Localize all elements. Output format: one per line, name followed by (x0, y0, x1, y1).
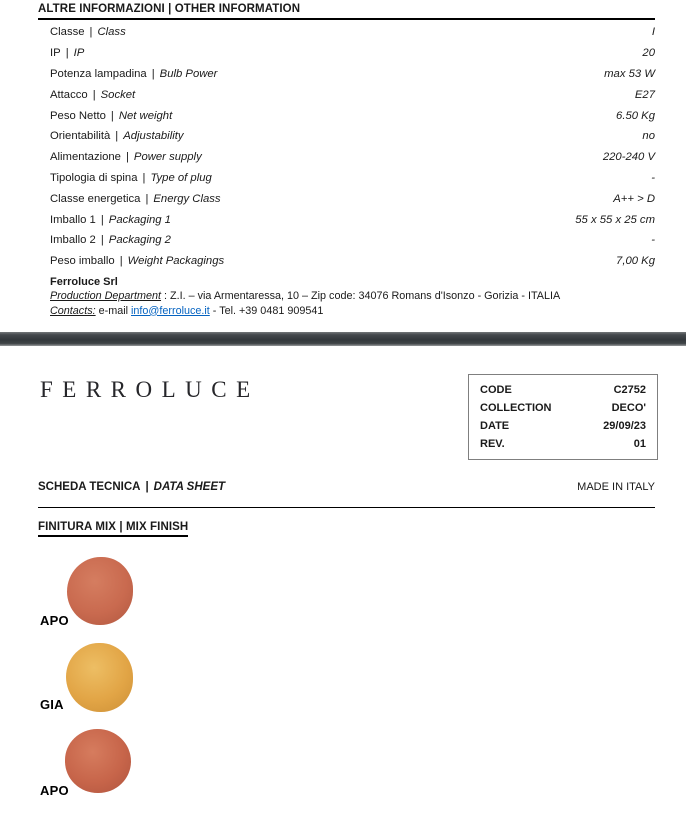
spec-label-en: Packaging 2 (108, 234, 171, 247)
other-information-section (38, 3, 655, 318)
spec-label (50, 68, 217, 80)
spec-label-it: Peso imballo (50, 255, 115, 268)
pipe-separator: | (119, 255, 123, 268)
spec-label-it: Tipologia di spina (50, 171, 138, 184)
email-link[interactable]: info@ferroluce.it (131, 304, 210, 317)
spec-row-net-weight (50, 105, 655, 126)
spec-value: - (651, 234, 655, 247)
made-in-italy-label: MADE IN ITALY (577, 481, 655, 493)
info-value: DECO' (611, 402, 646, 414)
spec-label-en: Power supply (133, 151, 202, 164)
pipe-separator: | (89, 26, 93, 39)
spec-label (50, 214, 171, 226)
spec-label-en: Packaging 1 (108, 213, 171, 226)
contacts-label: Contacts: (50, 304, 96, 317)
pipe-separator: | (100, 234, 104, 247)
finish-swatch-gia (66, 643, 133, 712)
spec-value: 20 (642, 47, 655, 60)
spec-value: 220-240 V (602, 151, 655, 164)
spec-label (50, 89, 135, 101)
spec-row-packaging-1 (50, 209, 655, 230)
sheet-title-en: DATA SHEET (153, 481, 226, 493)
finish-swatch-apo-1 (67, 557, 133, 625)
spec-label-en: Type of plug (150, 171, 212, 184)
spec-value: I (651, 26, 655, 39)
page-divider-bar (0, 332, 686, 346)
sheet-title (38, 481, 225, 493)
finish-swatch-apo-2 (65, 729, 131, 793)
pipe-separator: | (110, 109, 114, 122)
pipe-separator: | (145, 192, 149, 205)
info-label: CODE (480, 384, 512, 396)
spec-label-en: Energy Class (153, 192, 221, 205)
spec-label (50, 193, 221, 205)
production-line (50, 289, 655, 304)
swatch-label-gia: GIA (40, 697, 64, 712)
spec-label-it: Alimentazione (50, 151, 121, 164)
other-information-title: ALTRE INFORMAZIONI | OTHER INFORMATION (38, 3, 655, 20)
info-value: 29/09/23 (603, 420, 646, 432)
pipe-separator: | (115, 130, 119, 143)
spec-row-class (50, 22, 655, 43)
info-label: DATE (480, 420, 510, 432)
spec-value: 6.50 Kg (616, 109, 655, 122)
spec-label-en: Bulb Power (159, 67, 218, 80)
sheet-title-row (38, 481, 655, 493)
sheet-title-it: SCHEDA TECNICA (38, 481, 141, 493)
spec-row-type-of-plug (50, 168, 655, 189)
spec-row-packaging-2 (50, 230, 655, 251)
contacts-line (50, 304, 655, 319)
production-department-label: Production Department (50, 290, 162, 303)
spec-row-socket (50, 84, 655, 105)
document-info-box (468, 374, 658, 460)
pipe-separator: | (145, 481, 149, 493)
swatch-label-apo-2: APO (40, 783, 69, 798)
spec-row-adjustability (50, 126, 655, 147)
spec-value: no (642, 130, 655, 143)
info-value: C2752 (613, 384, 646, 396)
spec-value: 7,00 Kg (616, 255, 655, 268)
spec-value: E27 (634, 88, 655, 101)
production-address: Z.I. – via Armentaressa, 10 – Zip code: 34076 Romans d'Isonzo - Gorizia - ITALIA (170, 290, 561, 303)
spec-label-it: Attacco (50, 88, 88, 101)
spec-label-it: Potenza lampadina (50, 67, 147, 80)
spec-value: 55 x 55 x 25 cm (575, 213, 655, 226)
spec-label (50, 234, 171, 246)
spec-label-it: Peso Netto (50, 109, 106, 122)
spec-label (50, 110, 172, 122)
pipe-separator: | (92, 88, 96, 101)
spec-label-it: Imballo 2 (50, 234, 96, 247)
mix-finish-title: FINITURA MIX | MIX FINISH (38, 521, 188, 537)
spec-label-it: Orientabilità (50, 130, 111, 143)
horizontal-rule (38, 507, 655, 508)
spec-label (50, 151, 202, 163)
spec-label-en: Class (97, 26, 126, 39)
colon: : (164, 290, 168, 303)
spec-label-it: Imballo 1 (50, 213, 96, 226)
email-prefix: e-mail (98, 304, 129, 317)
info-label: REV. (480, 438, 505, 450)
spec-label (50, 172, 212, 184)
spec-label (50, 47, 84, 59)
company-name: Ferroluce Srl (50, 275, 118, 288)
info-row-rev (480, 436, 646, 452)
spec-row-bulb-power (50, 64, 655, 85)
spec-label (50, 255, 224, 267)
telephone: - Tel. +39 0481 909541 (212, 304, 324, 317)
info-row-date (480, 418, 646, 434)
pipe-separator: | (142, 171, 146, 184)
ferroluce-logo: FERROLUCE (40, 377, 260, 402)
spec-label-it: IP (50, 47, 61, 60)
spec-label-it: Classe energetica (50, 192, 141, 205)
spec-label-en: Adjustability (123, 130, 184, 143)
info-row-code (480, 382, 646, 398)
spec-row-power-supply (50, 147, 655, 168)
pipe-separator: | (65, 47, 69, 60)
spec-value: - (651, 171, 655, 184)
spec-label (50, 130, 184, 142)
spec-label-en: Net weight (118, 109, 173, 122)
spec-label (50, 26, 126, 38)
pipe-separator: | (100, 213, 104, 226)
spec-table (38, 20, 655, 272)
info-row-collection (480, 400, 646, 416)
spec-label-en: Socket (100, 88, 136, 101)
spec-label-en: IP (73, 47, 85, 60)
info-label: COLLECTION (480, 402, 552, 414)
pipe-separator: | (125, 151, 129, 164)
spec-label-en: Weight Packagings (127, 255, 225, 268)
spec-value: A++ > D (613, 192, 655, 205)
spec-row-ip (50, 43, 655, 64)
spec-row-energy-class (50, 188, 655, 209)
spec-label-it: Classe (50, 26, 85, 39)
swatch-label-apo-1: APO (40, 613, 69, 628)
pipe-separator: | (151, 67, 155, 80)
spec-row-weight-packagings (50, 251, 655, 272)
company-block (38, 275, 655, 319)
info-value: 01 (633, 438, 646, 450)
spec-value: max 53 W (604, 67, 655, 80)
